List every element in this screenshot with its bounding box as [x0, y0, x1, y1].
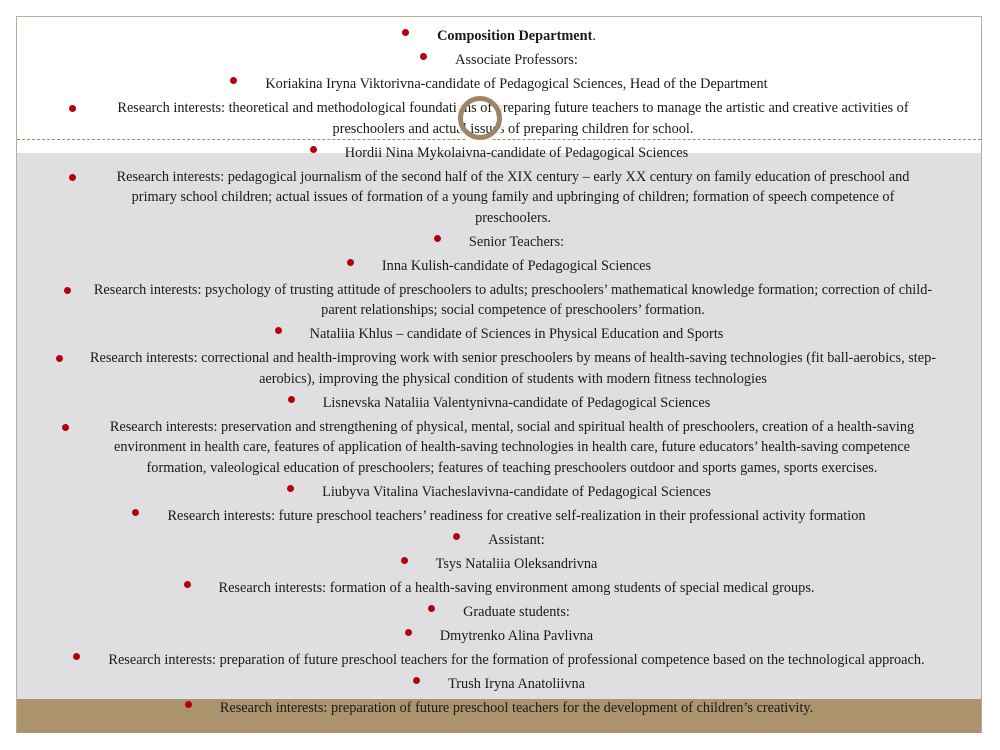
- bullet-list: [16, 26, 982, 722]
- bullet-icon: [69, 174, 76, 181]
- bullet-icon: [347, 259, 354, 266]
- bullet-icon: [453, 533, 460, 540]
- bullet-icon: [275, 327, 282, 334]
- list-item-research: Research interests: preparation of future preschool teachers for the formation of professional competence based on the technological approach.: [16, 650, 982, 671]
- list-item-heading: [16, 232, 982, 253]
- bullet-icon: [402, 29, 409, 36]
- list-item-research: Research interests: formation of a health-saving environment among students of special medical groups.: [16, 578, 982, 599]
- section-heading: Senior Teachers:: [468, 233, 565, 250]
- bullet-icon: [184, 581, 191, 588]
- list-item-research: Research interests: preparation of future preschool teachers for the development of children’s creativity.: [16, 698, 982, 719]
- list-item-heading: [16, 602, 982, 623]
- list-item-person: Trush Iryna Anatoliivna: [16, 674, 982, 695]
- list-item-heading: [16, 50, 982, 71]
- bullet-icon: [288, 396, 295, 403]
- section-heading: Associate Professors:: [455, 51, 578, 68]
- bullet-icon: [287, 485, 294, 492]
- list-item-research: Research interests: preservation and strengthening of physical, mental, social and spiritual health of preschoolers, creation of a health-saving environment in health care, features of application of health-saving technologies in health care, future educators’ health-saving competence formation, valeological education of preschoolers; features of teaching preschoolers outdoor and sports games, sports exercises.: [16, 417, 982, 479]
- bullet-icon: [420, 53, 427, 60]
- bullet-icon: [405, 629, 412, 636]
- list-item-person: Dmytrenko Alina Pavlivna: [16, 626, 982, 647]
- list-item-research: Research interests: theoretical and methodological foundations of preparing future teachers to manage the artistic and creative activities of preschoolers and actual issues of preparing children for school.: [16, 98, 982, 139]
- bullet-icon: [230, 77, 237, 84]
- bullet-icon: [310, 146, 317, 153]
- bullet-icon: [73, 653, 80, 660]
- list-item-research: Research interests: future preschool teachers’ readiness for creative self-realization in their professional activity formation: [16, 506, 982, 527]
- bullet-icon: [69, 105, 76, 112]
- bullet-icon: [185, 701, 192, 708]
- bullet-icon: [413, 677, 420, 684]
- list-item-department-title: Composition Department.: [16, 26, 982, 47]
- list-item-person: Nataliia Khlus – candidate of Sciences in Physical Education and Sports: [16, 324, 982, 345]
- list-item-research: Research interests: pedagogical journalism of the second half of the XIX century – early XX century on family education of preschool and primary school children; actual issues of formation of a young family and upbringing of children; formation of speech competence of preschoolers.: [16, 167, 982, 229]
- list-item-person: Liubyva Vitalina Viacheslavivna-candidate of Pedagogical Sciences: [16, 482, 982, 503]
- list-item-person: Lisnevska Nataliia Valentynivna-candidate of Pedagogical Sciences: [16, 393, 982, 414]
- list-item-person: Inna Kulish-candidate of Pedagogical Sciences: [16, 256, 982, 277]
- bullet-icon: [64, 287, 71, 294]
- bullet-icon: [434, 235, 441, 242]
- ring-decoration-icon: [458, 96, 502, 140]
- list-item-person: Hordii Nina Mykolaivna-candidate of Pedagogical Sciences: [16, 143, 982, 164]
- list-item-person: Tsys Nataliia Oleksandrivna: [16, 554, 982, 575]
- list-item-research: Research interests: psychology of trusting attitude of preschoolers to adults; preschoolers’ mathematical knowledge formation; correction of child-parent relationships; social competence of preschoolers’ formation.: [16, 280, 982, 321]
- bullet-icon: [428, 605, 435, 612]
- department-title: Composition Department: [437, 28, 593, 44]
- section-heading: Graduate students:: [463, 603, 570, 620]
- bullet-icon: [56, 355, 63, 362]
- list-item-heading: [16, 530, 982, 551]
- bullet-icon: [132, 509, 139, 516]
- section-heading: Assistant:: [488, 531, 545, 548]
- bullet-icon: [401, 557, 408, 564]
- list-item-person: Koriakina Iryna Viktorivna-candidate of Pedagogical Sciences, Head of the Department: [16, 74, 982, 95]
- bullet-icon: [62, 424, 69, 431]
- list-item-research: Research interests: correctional and health-improving work with senior preschoolers by means of health-saving technologies (fit ball-aerobics, step-aerobics), improving the physical condition of students with modern fitness technologies: [16, 348, 982, 389]
